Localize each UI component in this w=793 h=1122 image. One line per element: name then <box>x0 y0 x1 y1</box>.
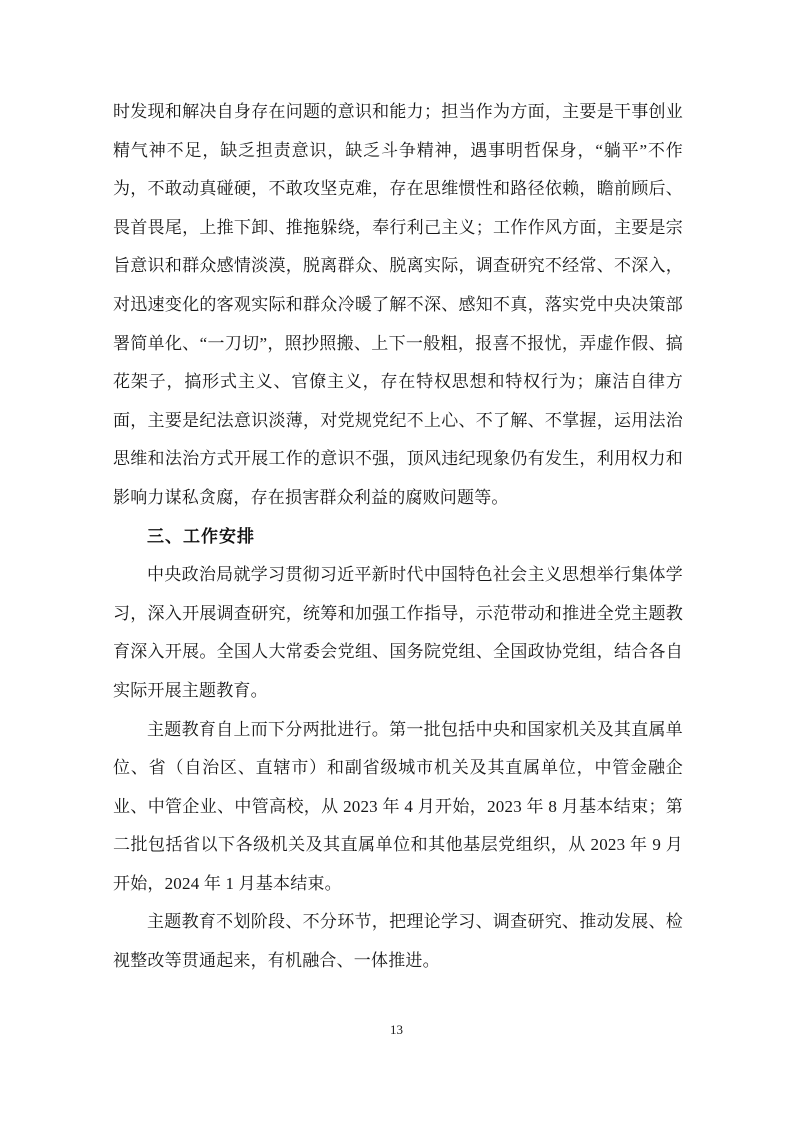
page-number: 13 <box>390 1022 403 1037</box>
body-paragraph: 时发现和解决自身存在问题的意识和能力；担当作为方面，主要是干事创业精气神不足，缺乏担责意识，缺乏斗争精神，遇事明哲保身，“躺平”不作为，不敢动真碰硬，不敢攻坚克难，存在思维惯性和路径依赖，瞻前顾后、畏首畏尾，上推下卸、推拖躲绕，奉行利己主义；工作作风方面，主要是宗旨意识和群众感情淡漠，脱离群众、脱离实际，调查研究不经常、不深入，对迅速变化的客观实际和群众冷暖了解不深、感知不真，落实党中央决策部署简单化、“一刀切”，照抄照搬、上下一般粗，报喜不报忧，弄虚作假、搞花架子，搞形式主义、官僚主义，存在特权思想和特权行为；廉洁自律方面，主要是纪法意识淡薄，对党规党纪不上心、不了解、不掌握，运用法治思维和法治方式开展工作的意识不强，顶风违纪现象仍有发生，利用权力和影响力谋私贪腐，存在损害群众利益的腐败问题等。 <box>113 102 683 507</box>
body-paragraph: 主题教育自上而下分两批进行。第一批包括中央和国家机关及其直属单位、省（自治区、直辖市）和副省级城市机关及其直属单位，中管金融企业、中管企业、中管高校，从 2023 年 4 月开始，2023 年 8 月基本结束；第二批包括省以下各级机关及其直属单位和其他基层党组织，从 2023 年 9 月开始，2024 年 1 月基本结束。 <box>113 719 683 893</box>
body-paragraph: 主题教育不划阶段、不分环节，把理论学习、调查研究、推动发展、检视整改等贯通起来，有机融合、一体推进。 <box>113 912 683 971</box>
section-heading: 三、工作安排 <box>147 526 255 546</box>
document-body <box>113 93 683 981</box>
body-paragraph: 中央政治局就学习贯彻习近平新时代中国特色社会主义思想举行集体学习，深入开展调查研究，统筹和加强工作指导，示范带动和推进全党主题教育深入开展。全国人大常委会党组、国务院党组、全国政协党组，结合各自实际开展主题教育。 <box>113 565 683 700</box>
